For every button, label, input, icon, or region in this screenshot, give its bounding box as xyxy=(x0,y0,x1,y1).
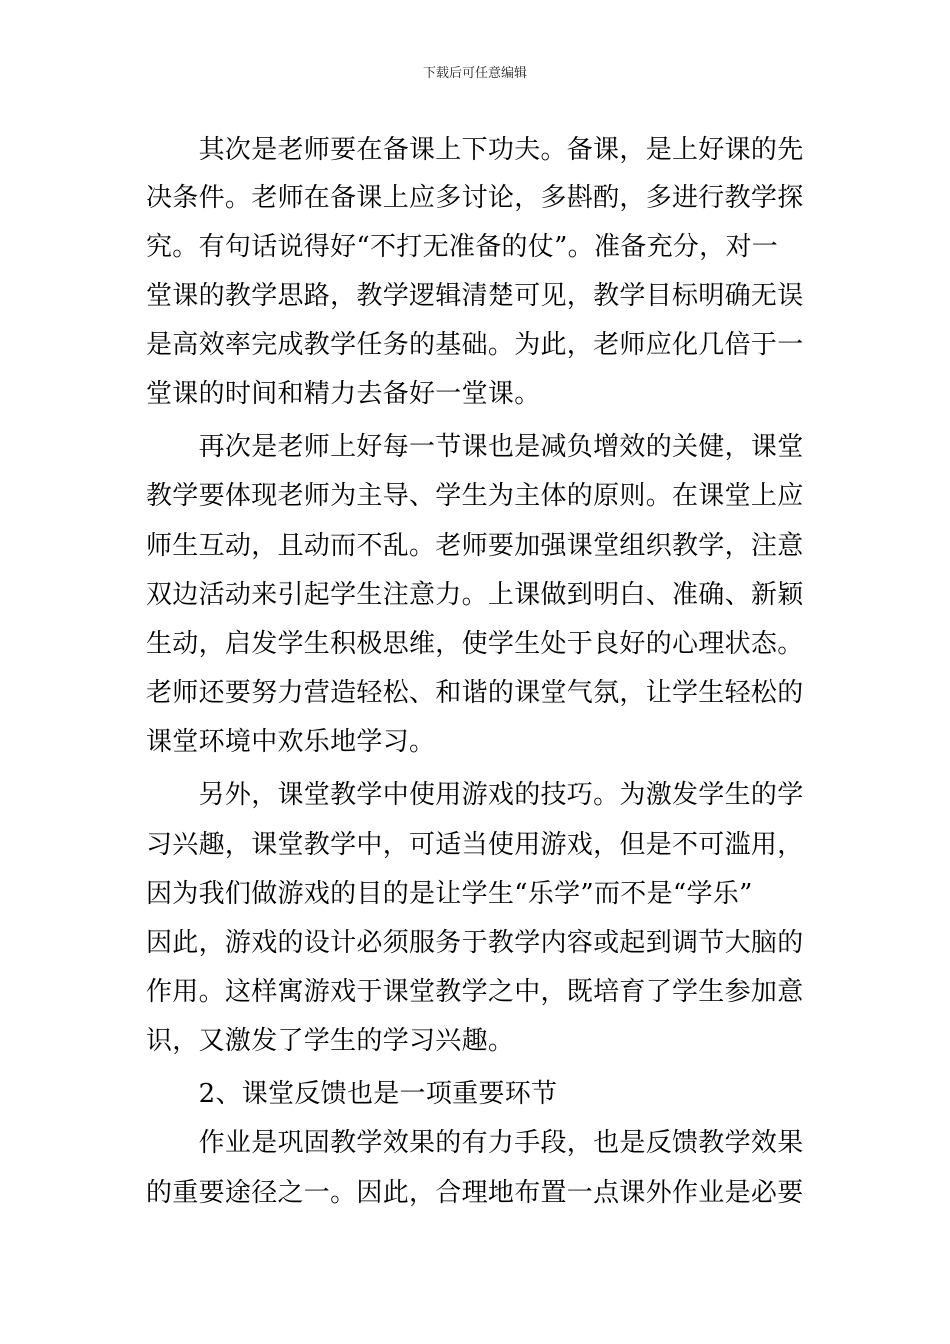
text-line: 堂课的教学思路，教学逻辑清楚可见，教学目标明确无误 xyxy=(146,281,804,311)
text-line: 教学要体现老师为主导、学生为主体的原则。在课堂上应 xyxy=(146,481,804,511)
text-line: 其次是老师要在备课上下功夫。备课，是上好课的先 xyxy=(146,135,804,165)
text-line: 双边活动来引起学生注意力。上课做到明白、准确、新颖 xyxy=(146,580,804,610)
text-line: 因此，游戏的设计必须服务于教学内容或起到调节大脑的 xyxy=(146,928,804,958)
text-line: 作用。这样寓游戏于课堂教学之中，既培育了学生参加意 xyxy=(146,977,804,1007)
page-header: 下载后可任意编辑 xyxy=(422,66,527,81)
section-heading: 2、课堂反馈也是一项重要环节 xyxy=(146,1079,558,1109)
text-line: 决条件。老师在备课上应多讨论，多斟酌，多进行教学探 xyxy=(146,183,804,213)
text-line: 师生互动，且动而不乱。老师要加强课堂组织教学，注意 xyxy=(146,531,804,561)
text-line: 是高效率完成教学任务的基础。为此，老师应化几倍于一 xyxy=(146,330,804,360)
text-line: 习兴趣，课堂教学中，可适当使用游戏，但是不可滥用， xyxy=(146,830,804,860)
text-line: 再次是老师上好每一节课也是减负增效的关健，课堂 xyxy=(146,432,804,462)
text-line: 究。有句话说得好“不打无准备的仗”。准备充分，对一 xyxy=(146,232,779,262)
text-line: 生动，启发学生积极思维，使学生处于良好的心理状态。 xyxy=(146,629,804,659)
text-line: 另外，课堂教学中使用游戏的技巧。为激发学生的学 xyxy=(146,780,804,810)
text-line: 因为我们做游戏的目的是让学生“乐学”而不是“学乐” xyxy=(146,879,753,909)
text-line: 作业是巩固教学效果的有力手段，也是反馈教学效果 xyxy=(146,1128,804,1158)
text-line: 的重要途径之一。因此，合理地布置一点课外作业是必要 xyxy=(146,1178,804,1208)
text-line: 老师还要努力营造轻松、和谐的课堂气氛，让学生轻松的 xyxy=(146,678,804,708)
text-line: 堂课的时间和精力去备好一堂课。 xyxy=(146,379,541,409)
text-line: 识，又激发了学生的学习兴趣。 xyxy=(146,1026,515,1056)
text-line: 课堂环境中欢乐地学习。 xyxy=(146,727,436,757)
